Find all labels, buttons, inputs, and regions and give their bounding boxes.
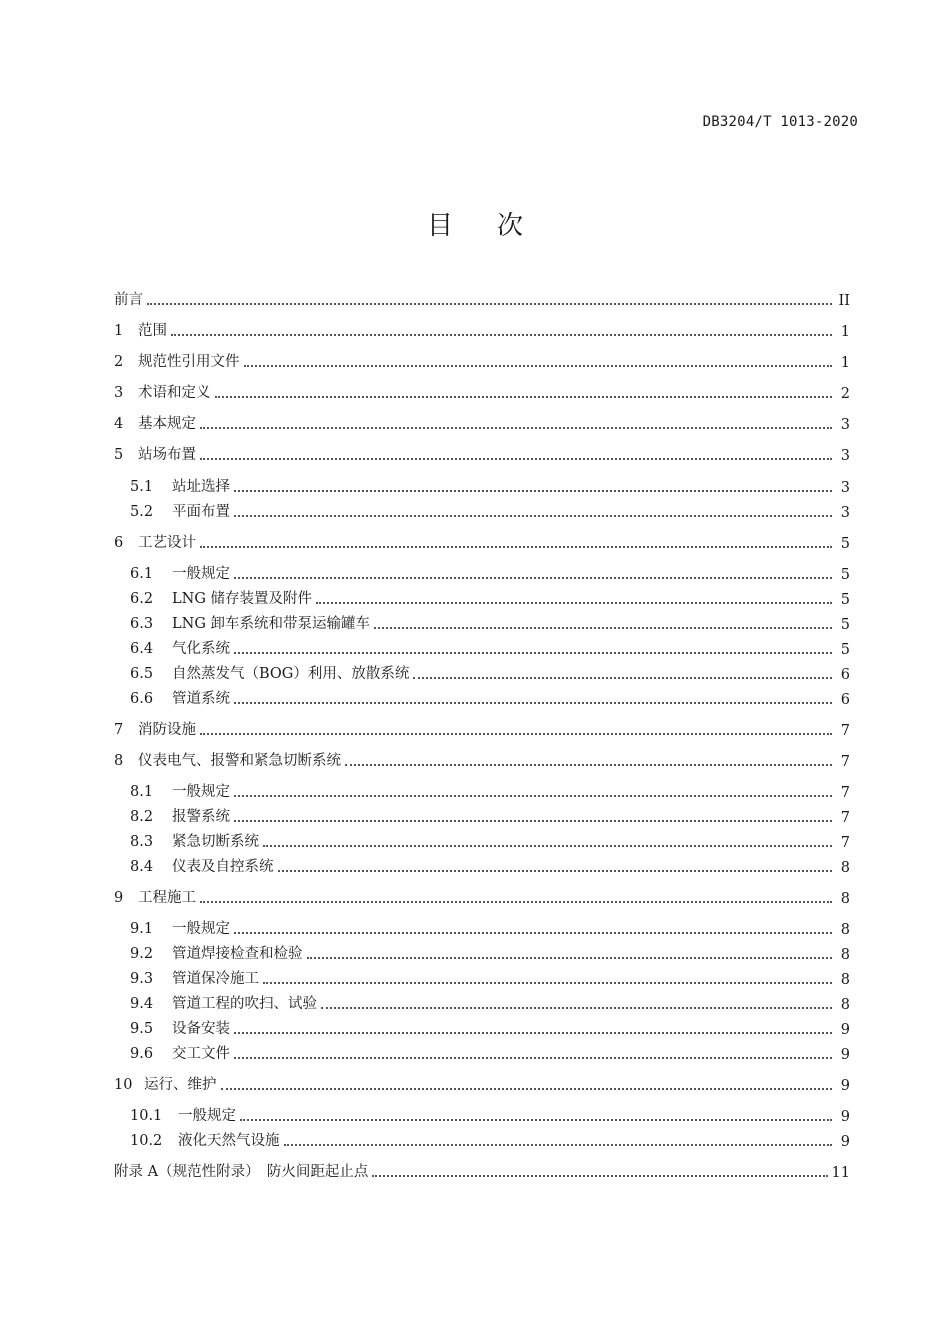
toc-entry-page: 7: [840, 835, 850, 851]
dot-leader: [234, 489, 832, 492]
toc-entry-page: 6: [840, 692, 850, 708]
dot-leader: [234, 651, 832, 654]
toc-entry-number: 9.5: [130, 1021, 154, 1037]
toc-entry-label: [114, 749, 341, 770]
toc-entry-number: 3: [114, 385, 124, 401]
toc-entry-page: 11: [831, 1165, 850, 1181]
toc-entry-label: [114, 805, 230, 826]
toc-entry-title: 规范性引用文件: [138, 354, 240, 370]
toc-entry-title: 一般规定: [178, 1108, 236, 1124]
dot-leader: [240, 1118, 832, 1121]
toc-entry-number: 9.4: [130, 996, 154, 1012]
dot-leader: [284, 1143, 833, 1146]
toc-entry-label: [114, 687, 230, 708]
toc-entry-number: 6.5: [130, 666, 154, 682]
toc-entry-label: [114, 830, 259, 851]
toc-entry-number: 10.1: [130, 1108, 163, 1124]
toc-entry[interactable]: [114, 559, 850, 583]
toc-entry-page: 3: [840, 448, 850, 464]
toc-entry-label: [114, 992, 317, 1013]
toc-entry-page: 9: [840, 1109, 850, 1125]
dot-leader: [234, 931, 832, 934]
toc-entry-number: 5: [114, 447, 124, 463]
toc-entry-title: 前言: [114, 292, 143, 308]
toc-entry[interactable]: [114, 528, 850, 552]
dot-leader: [147, 302, 832, 305]
toc-entry-page: 9: [840, 1022, 850, 1038]
toc-entry-number: 10.2: [130, 1133, 163, 1149]
toc-entry-title: 消防设施: [138, 722, 196, 738]
toc-entry[interactable]: [114, 964, 850, 988]
toc-entry-title: 管道保冷施工: [172, 971, 259, 987]
toc-entry-label: [114, 500, 230, 521]
document-code: DB3204/T 1013-2020: [702, 114, 858, 130]
dot-leader: [234, 794, 832, 797]
toc-entry-page: 7: [840, 754, 850, 770]
toc-entry-page: 9: [840, 1078, 850, 1094]
toc-entry-title: 仪表及自控系统: [172, 859, 274, 875]
dot-leader: [200, 457, 832, 460]
toc-entry-page: 1: [840, 355, 850, 371]
toc-entry-title: 仪表电气、报警和紧急切断系统: [138, 753, 341, 769]
toc-entry-title: 附录 A（规范性附录） 防火间距起止点: [114, 1164, 369, 1180]
toc-entry[interactable]: [114, 497, 850, 521]
toc-entry-title: 运行、维护: [144, 1077, 217, 1093]
dot-leader: [372, 1174, 827, 1177]
toc-entry-label: [114, 1073, 217, 1094]
dot-leader: [316, 601, 832, 604]
toc-entry-label: [114, 412, 196, 433]
toc-entry-number: 8.1: [130, 784, 154, 800]
toc-entry-number: 10: [114, 1077, 133, 1093]
toc-entry-label: [114, 562, 230, 583]
toc-entry-title: 自然蒸发气（BOG）利用、放散系统: [172, 666, 410, 682]
toc-entry-label: [114, 780, 230, 801]
toc-entry[interactable]: [114, 914, 850, 938]
dot-leader: [413, 676, 832, 679]
toc-entry-label: [114, 475, 230, 496]
toc-entry-number: 8: [114, 753, 124, 769]
toc-entry-number: 8.3: [130, 834, 154, 850]
dot-leader: [200, 545, 832, 548]
toc-entry-title: 平面布置: [172, 504, 230, 520]
toc-entry-title: LNG 卸车系统和带泵运输罐车: [172, 616, 371, 632]
toc-entry-number: 2: [114, 354, 124, 370]
toc-entry-title: 交工文件: [172, 1046, 230, 1062]
dot-leader: [200, 426, 832, 429]
toc-entry-title: 工艺设计: [138, 535, 196, 551]
title-char-2: 次: [497, 211, 524, 241]
toc-entry-title: 一般规定: [172, 921, 230, 937]
toc-entry-title: 设备安装: [172, 1021, 230, 1037]
toc-entry[interactable]: [114, 1039, 850, 1063]
toc-entry[interactable]: [114, 883, 850, 907]
toc-entry-number: 6.4: [130, 641, 154, 657]
toc-entry-page: 3: [840, 480, 850, 496]
toc-entry-page: 8: [840, 997, 850, 1013]
toc-entry-title: 管道系统: [172, 691, 230, 707]
toc-entry-number: 4: [114, 416, 124, 432]
toc-entry-page: 8: [840, 972, 850, 988]
toc-entry-title: 术语和定义: [138, 385, 211, 401]
toc-entry-label: [114, 942, 303, 963]
toc-entry-label: [114, 531, 196, 552]
toc-entry[interactable]: [114, 1101, 850, 1125]
toc-entry[interactable]: [114, 409, 850, 433]
toc-entry-number: 6.2: [130, 591, 154, 607]
toc-entry-label: [114, 967, 259, 988]
toc-entry-page: 5: [840, 592, 850, 608]
toc-entry-title: 管道工程的吹扫、试验: [172, 996, 317, 1012]
toc-entry-title: 气化系统: [172, 641, 230, 657]
toc-entry-label: [114, 587, 312, 608]
dot-leader: [234, 701, 832, 704]
toc-entry-page: 8: [840, 922, 850, 938]
toc-entry-page: 5: [840, 642, 850, 658]
dot-leader: [171, 333, 832, 336]
toc-entry[interactable]: [114, 584, 850, 608]
toc-entry-title: 报警系统: [172, 809, 230, 825]
toc-entry[interactable]: [114, 609, 850, 633]
dot-leader: [215, 395, 833, 398]
toc-entry-number: 8.2: [130, 809, 154, 825]
toc-entry-title: 管道焊接检查和检验: [172, 946, 303, 962]
toc-entry[interactable]: [114, 1014, 850, 1038]
toc-entry-label: [114, 350, 240, 371]
dot-leader: [263, 844, 832, 847]
toc-entry-page: 6: [840, 667, 850, 683]
toc-entry-label: [114, 662, 409, 683]
toc-entry-page: 5: [840, 536, 850, 552]
dot-leader: [263, 981, 832, 984]
toc-entry-number: 9.6: [130, 1046, 154, 1062]
page-title: [0, 205, 950, 242]
toc-entry[interactable]: [114, 659, 850, 683]
toc-entry-number: 5.2: [130, 504, 154, 520]
toc-entry-label: [114, 1017, 230, 1038]
toc-entry-number: 6.3: [130, 616, 154, 632]
toc-entry[interactable]: [114, 746, 850, 770]
toc-entry-title: 工程施工: [138, 890, 196, 906]
toc-entry-title: LNG 储存装置及附件: [172, 591, 313, 607]
toc-entry-page: 5: [840, 617, 850, 633]
toc-entry-number: 6: [114, 535, 124, 551]
toc-entry-page: II: [838, 293, 850, 309]
toc-entry-title: 一般规定: [172, 784, 230, 800]
toc-entry-label: [114, 612, 370, 633]
toc-entry-page: 7: [840, 723, 850, 739]
toc-entry-page: 3: [840, 505, 850, 521]
dot-leader: [200, 732, 832, 735]
toc-entry-label: [114, 718, 196, 739]
dot-leader: [374, 626, 832, 629]
toc-entry-title: 一般规定: [172, 566, 230, 582]
toc-entry[interactable]: [114, 378, 850, 402]
dot-leader: [234, 1031, 832, 1034]
toc-entry-label: [114, 637, 230, 658]
dot-leader: [244, 364, 833, 367]
toc-entry-label: [114, 319, 167, 340]
toc-entry-page: 7: [840, 810, 850, 826]
toc-entry-title: 站址选择: [172, 479, 230, 495]
toc-entry-label: [114, 1104, 236, 1125]
toc-entry-label: [114, 1160, 368, 1181]
toc-entry-page: 7: [840, 785, 850, 801]
dot-leader: [234, 819, 832, 822]
toc-entry-page: 1: [840, 324, 850, 340]
toc-entry[interactable]: [114, 715, 850, 739]
toc-entry[interactable]: [114, 440, 850, 464]
toc-entry[interactable]: [114, 939, 850, 963]
toc-entry-label: [114, 886, 196, 907]
toc-entry-page: 2: [840, 386, 850, 402]
dot-leader: [278, 869, 833, 872]
dot-leader: [234, 514, 832, 517]
dot-leader: [234, 1056, 832, 1059]
toc-entry-page: 8: [840, 947, 850, 963]
toc-entry-label: [114, 917, 230, 938]
toc-entry-number: 5.1: [130, 479, 154, 495]
toc-entry[interactable]: [114, 634, 850, 658]
dot-leader: [345, 763, 832, 766]
toc-entry-title: 紧急切断系统: [172, 834, 259, 850]
toc-entry[interactable]: [114, 316, 850, 340]
toc-entry-label: [114, 381, 211, 402]
toc-entry[interactable]: [114, 802, 850, 826]
dot-leader: [307, 956, 833, 959]
toc-entry-page: 8: [840, 891, 850, 907]
toc-entry-page: 3: [840, 417, 850, 433]
toc-entry-label: [114, 1129, 280, 1150]
toc-entry-number: 6.6: [130, 691, 154, 707]
dot-leader: [321, 1006, 832, 1009]
toc-entry[interactable]: [114, 285, 850, 309]
toc-entry-number: 6.1: [130, 566, 154, 582]
toc-entry-number: 9.1: [130, 921, 154, 937]
toc-entry-label: [114, 1042, 230, 1063]
toc-entry-title: 范围: [138, 323, 167, 339]
toc-entry-label: [114, 288, 143, 309]
toc-entry[interactable]: [114, 989, 850, 1013]
dot-leader: [200, 900, 832, 903]
toc-entry-number: 9.3: [130, 971, 154, 987]
toc-entry[interactable]: [114, 777, 850, 801]
dot-leader: [221, 1087, 833, 1090]
toc-entry-label: [114, 855, 274, 876]
toc-entry-title: 基本规定: [138, 416, 196, 432]
toc-entry-number: 8.4: [130, 859, 154, 875]
toc-entry-number: 7: [114, 722, 124, 738]
toc-entry-page: 5: [840, 567, 850, 583]
toc-entry[interactable]: [114, 852, 850, 876]
dot-leader: [234, 576, 832, 579]
toc-entry[interactable]: [114, 472, 850, 496]
toc-entry-page: 8: [840, 860, 850, 876]
toc-entry[interactable]: [114, 347, 850, 371]
toc-entry-title: 液化天然气设施: [178, 1133, 280, 1149]
toc-entry-page: 9: [840, 1047, 850, 1063]
toc-entry-title: 站场布置: [138, 447, 196, 463]
toc-entry-label: [114, 443, 196, 464]
toc-entry-number: 1: [114, 323, 124, 339]
toc-entry[interactable]: [114, 684, 850, 708]
toc-entry[interactable]: [114, 1070, 850, 1094]
toc-entry-number: 9.2: [130, 946, 154, 962]
title-char-1: 目: [426, 211, 453, 241]
toc-entry-page: 9: [840, 1134, 850, 1150]
toc-entry[interactable]: [114, 827, 850, 851]
toc-entry-number: 9: [114, 890, 124, 906]
toc-entry[interactable]: [114, 1126, 850, 1150]
toc-entry[interactable]: [114, 1157, 850, 1181]
